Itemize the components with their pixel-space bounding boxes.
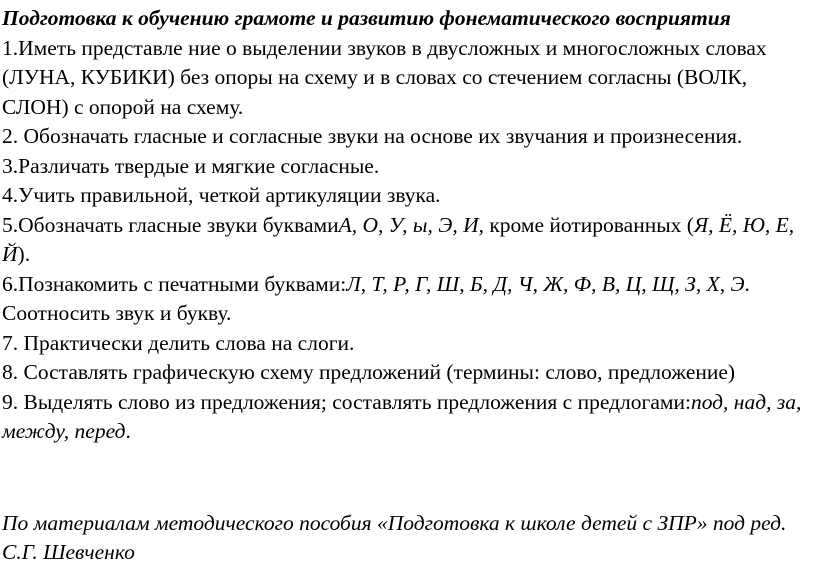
list-item-5-end: ). <box>17 242 31 266</box>
list-item-1: 1.Иметь представле ние о выделении звуков в двусложных и многосложных словах (ЛУНА, КУБИКИ) без опоры на схему и в словах со стечением согласны (ВОЛК, СЛОН) с опорой на схему. <box>2 35 767 119</box>
source-note: По материалам методического пособия «Подготовка к школе детей с ЗПР» под ред. С.Г. Шевченко <box>2 510 787 564</box>
document-body <box>2 0 816 568</box>
list-item-6-end: . Соотносить звук и букву. <box>2 271 750 325</box>
list-item-9-text: 9. Выделять слово из предложения; составлять предложения с предлогами: <box>2 389 691 414</box>
list-item-3: 3.Различать твердые и мягкие согласные. <box>2 153 380 178</box>
list-item-2: 2. Обозначать гласные и согласные звуки на основе их звучания и произнесения. <box>2 124 743 148</box>
list-item-6-text: 6.Познакомить с печатными буквами: <box>2 271 347 296</box>
list-item-6-letters: Л, Т, Р, Г, Ш, Б, Д, Ч, Ж, Ф, В, Ц, Щ, З, Х, Э <box>346 271 745 296</box>
section-heading: Подготовка к обучению грамоте и развитию фонематического восприятия <box>2 6 731 30</box>
list-item-8: 8. Составлять графическую схему предложений (термины: слово, предложение) <box>2 360 736 384</box>
list-item-5-text-2: кроме йотированных ( <box>483 212 694 237</box>
list-item-6 <box>2 270 816 329</box>
list-item-9-end: . <box>125 419 131 443</box>
spacer <box>2 447 816 509</box>
list-item-5-text: 5.Обозначать гласные звуки буквами <box>2 212 339 237</box>
list-item-9 <box>2 388 816 447</box>
list-item-7: 7. Практически делить слова на слоги. <box>2 330 355 355</box>
list-item-4: 4.Учить правильной, четкой артикуляции звука. <box>2 183 441 207</box>
list-item-9-prepositions: под, над, за, между, перед <box>2 389 802 443</box>
list-item-5-iotated: Я, Ё, Ю, Е, Й <box>2 212 795 266</box>
list-item-5 <box>2 211 816 270</box>
list-item-5-letters: А, О, У, ы, Э, И, <box>338 212 484 237</box>
